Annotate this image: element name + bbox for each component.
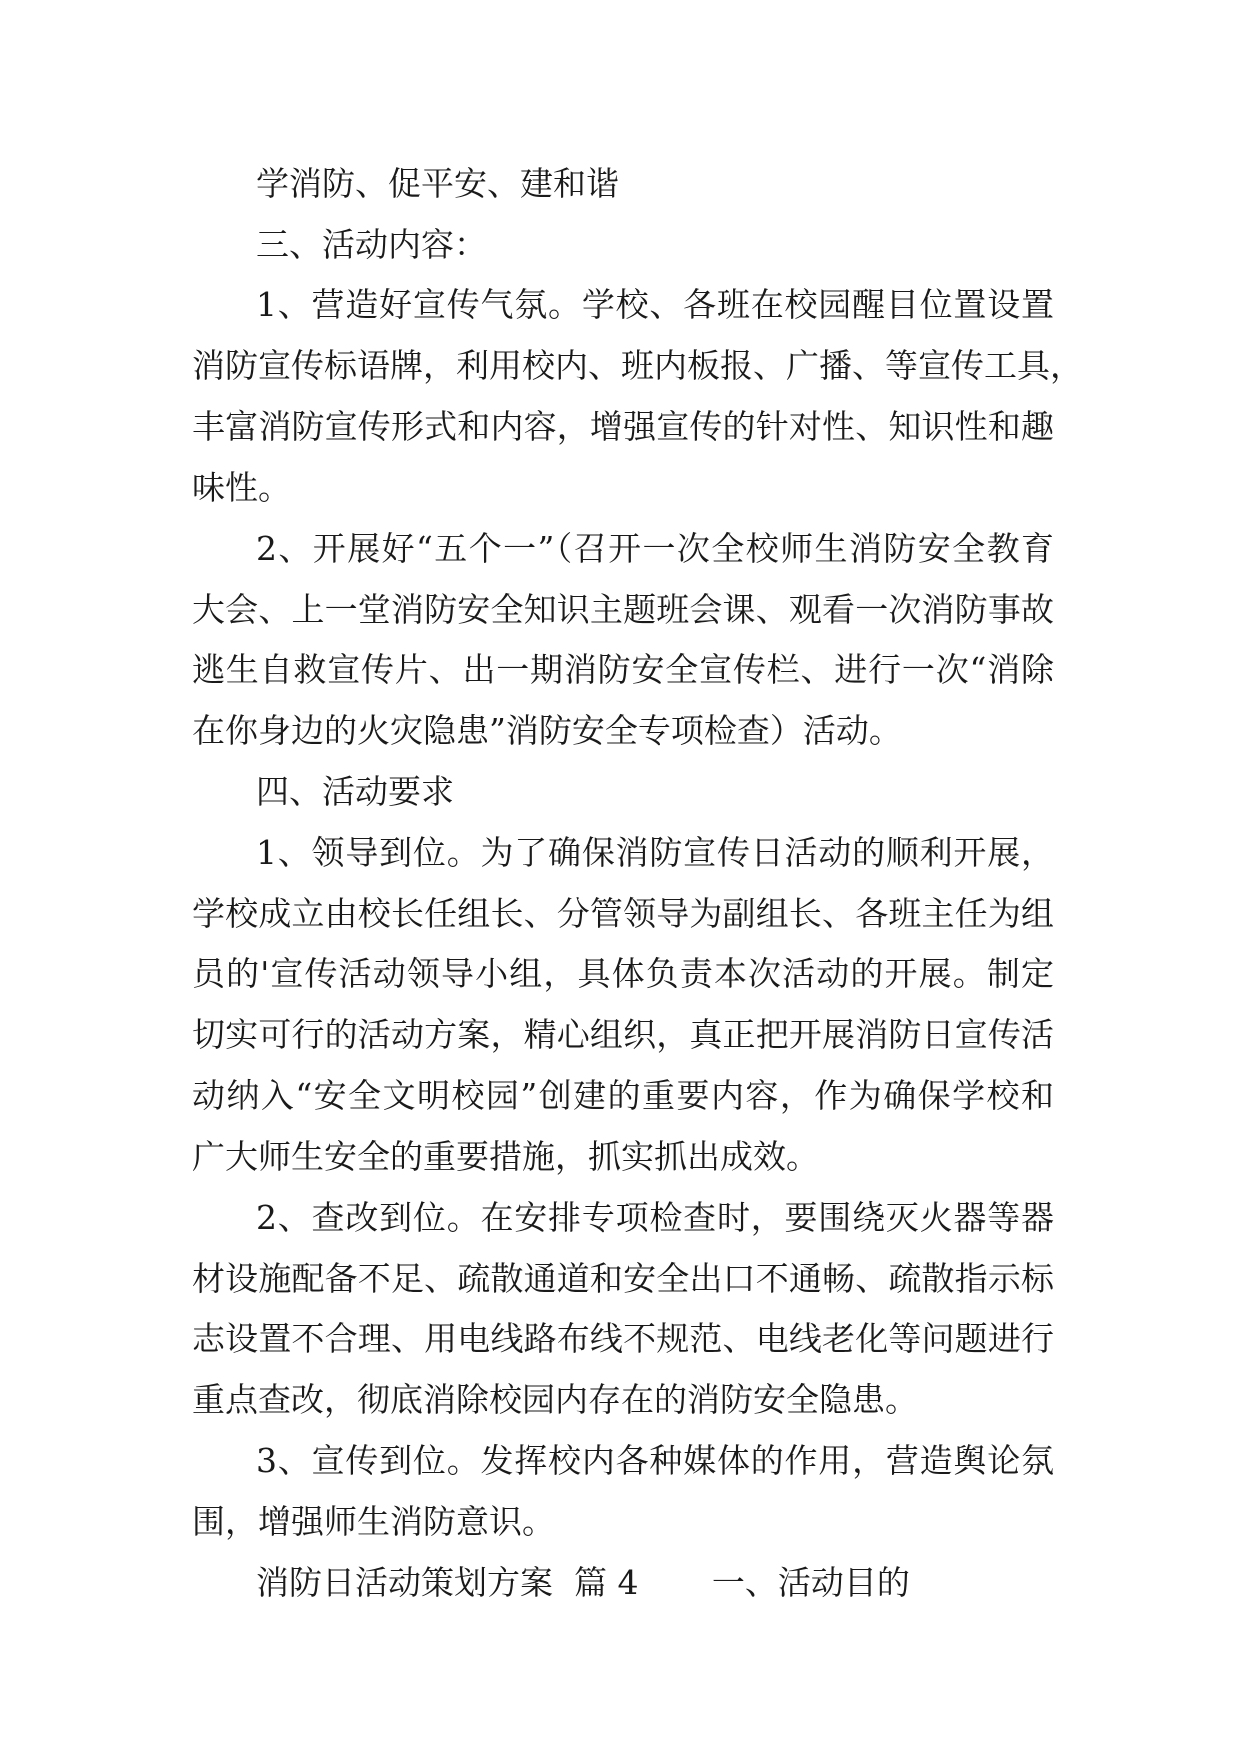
text-line: 1、营造好宣传气氛。学校、各班在校园醒目位置设置 [256, 285, 1054, 324]
text-line: 2、查改到位。在安排专项检查时，要围绕灭火器等器 [256, 1198, 1054, 1237]
text-line: 员的'宣传活动领导小组，具体负责本次活动的开展。制定 [192, 954, 1054, 993]
text-line: 3、宣传到位。发挥校内各种媒体的作用，营造舆论氛 [256, 1441, 1054, 1480]
text-line: 志设置不合理、用电线路布线不规范、电线老化等问题进行 [192, 1319, 1054, 1358]
text-line: 动纳入“安全文明校园”创建的重要内容，作为确保学校和 [192, 1076, 1054, 1115]
text-line: 切实可行的活动方案，精心组织，真正把开展消防日宣传活 [192, 1015, 1054, 1054]
text-line: 学消防、促平安、建和谐 [256, 164, 619, 203]
text-line: 消防宣传标语牌，利用校内、班内板报、广播、等宣传工具， [192, 346, 1083, 385]
text-line: 在你身边的火灾隐患”消防安全专项检查）活动。 [192, 711, 902, 750]
text-line: 围，增强师生消防意识。 [192, 1502, 555, 1541]
text-line: 大会、上一堂消防安全知识主题班会课、观看一次消防事故 [192, 590, 1054, 629]
text-line: 学校成立由校长任组长、分管领导为副组长、各班主任为组 [192, 894, 1054, 933]
section-heading: 三、活动内容： [256, 225, 487, 264]
next-section-title: 消防日活动策划方案 篇 4 一、活动目的 [256, 1563, 910, 1602]
text-line: 材设施配备不足、疏散通道和安全出口不通畅、疏散指示标 [192, 1259, 1054, 1298]
text-line: 广大师生安全的重要措施，抓实抓出成效。 [192, 1137, 819, 1176]
text-line: 重点查改，彻底消除校园内存在的消防安全隐患。 [192, 1380, 918, 1419]
text-line: 1、领导到位。为了确保消防宣传日活动的顺利开展， [256, 833, 1054, 872]
text-line: 2、开展好“五个一”（召开一次全校师生消防安全教育 [256, 529, 1054, 568]
text-line: 丰富消防宣传形式和内容，增强宣传的针对性、知识性和趣 [192, 407, 1054, 446]
text-line: 逃生自救宣传片、出一期消防安全宣传栏、进行一次“消除 [192, 650, 1054, 689]
section-heading: 四、活动要求 [256, 772, 454, 811]
text-line: 味性。 [192, 468, 291, 507]
